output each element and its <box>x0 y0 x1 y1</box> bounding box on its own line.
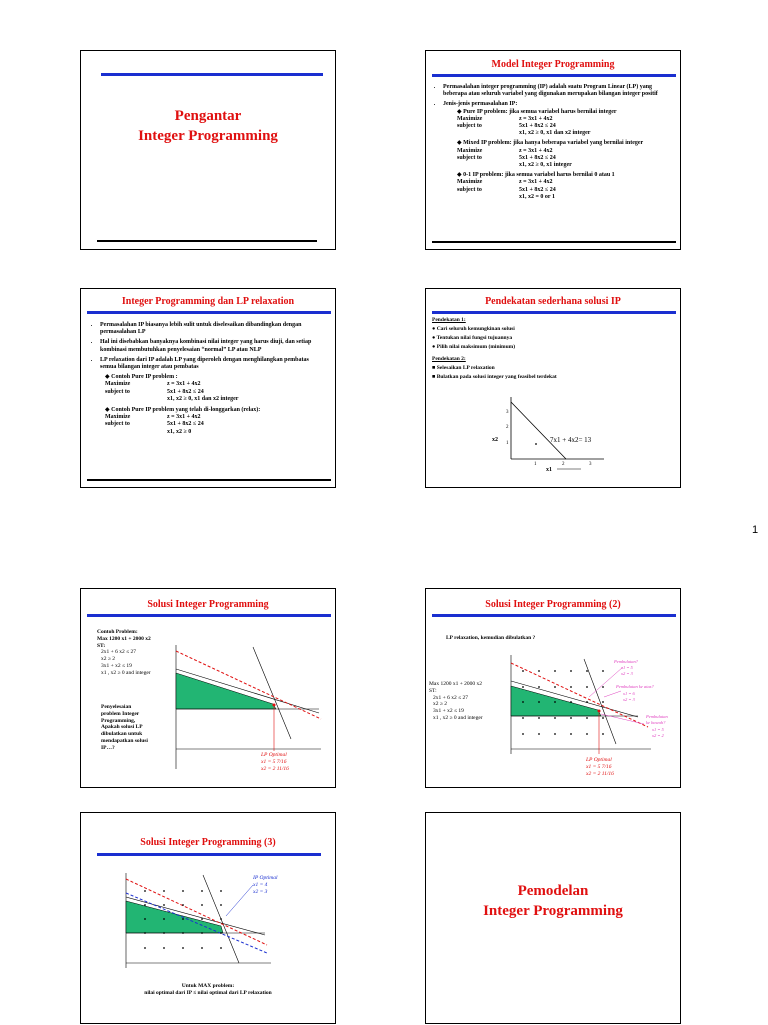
example-1: ◆ Contoh Pure IP problem : Maximize z = 3x1 + 4x2 subject to 5x1 + 8x2 ≤ 24 x1, x2 ≥ 0, x1 dan x2 integer <box>105 374 239 402</box>
slide-1 <box>80 50 336 250</box>
approach-1-item: ● Cari seluruh kemungkinan solusi <box>432 326 515 332</box>
problem-statement: Max 1200 x1 + 2000 x2 ST: 2x1 + 6 x2 ≤ 27 x2 ≥ 2 3x1 + x2 ≤ 19 x1 , x2 ≥ 0 and integer <box>429 681 483 721</box>
feasible-region <box>126 901 223 933</box>
equation-label: 7x1 + 4x2= 13 <box>550 436 592 444</box>
ip-optimal-x1: x1 = 4 <box>253 882 268 888</box>
lp-optimal-x1: x1 = 5 7/16 <box>586 764 612 770</box>
slide-7-title: Solusi Integer Programming (3) <box>140 837 276 848</box>
title-line-2: Integer Programming <box>483 903 623 919</box>
slide-2-title: Model Integer Programming <box>491 59 615 70</box>
page-number: 1 <box>752 524 759 536</box>
bullet-3: • LP relaxation dari IP adalah LP yang diperoleh dengan menghilangkan pembatas semua bilangan integer atau pembatas <box>100 357 325 371</box>
y-tick: 2 <box>506 425 509 430</box>
x2-label: x2 <box>492 437 498 443</box>
lattice-point <box>535 443 537 445</box>
constraint-line <box>584 659 616 744</box>
slide-6-subtitle: LP relaxation, kemudian dibulatkan ? <box>446 635 536 641</box>
x-tick: 3 <box>589 462 592 467</box>
pure-label: Pure IP problem: jika semua variabel harus bernilai integer <box>463 108 617 115</box>
lp-optimal-point <box>273 704 276 707</box>
slide-3-body <box>91 322 325 436</box>
slide-6-graph <box>426 589 682 789</box>
lp-optimal-label: LP Optimal <box>586 757 612 763</box>
slide-3 <box>80 288 336 488</box>
x-tick: 1 <box>534 462 537 467</box>
x-tick: 2 <box>562 462 565 467</box>
slide-1-title <box>81 106 335 146</box>
ip-optimal-pointer <box>226 885 253 916</box>
slide-2 <box>425 50 681 250</box>
constraint-line <box>253 647 291 739</box>
footer-rule <box>97 240 317 242</box>
slide-7 <box>80 812 336 1024</box>
caption-line-2: nilai optimal dari IP ≤ nilai optimal dari LP relaxation <box>144 989 272 996</box>
lp-optimal-x2: x2 = 2 11/16 <box>586 771 614 777</box>
mixed-label: Mixed IP problem: jika hanya beberapa variabel yang bernilai integer <box>463 140 644 147</box>
annotation-pointer <box>589 667 623 697</box>
title-line-1: Pemodelan <box>517 883 589 899</box>
rounding-annotation: x2 = 2 <box>652 733 664 738</box>
slide-6 <box>425 588 681 788</box>
lp-optimal-x1: x1 = 5 7/16 <box>261 759 287 765</box>
bullet-1: • Permasalahan IP biasanya lebih sulit untuk diselesaikan dibandingkan dengan permasalahan LP <box>100 322 325 336</box>
rounding-annotation: x2 = 3 <box>623 697 635 702</box>
rounding-annotation: x2 = 3 <box>621 671 633 676</box>
approach-1-item: ● Pilih nilai maksimum (minimum) <box>432 344 516 350</box>
approach-1-item: ● Tentukan nilai fungsi tujuannya <box>432 335 513 341</box>
ip-optimal-x2: x2 = 3 <box>253 889 268 895</box>
slide-8-title <box>426 881 680 921</box>
slide-3-title: Integer Programming dan LP relaxation <box>121 296 295 307</box>
slide-4 <box>425 288 681 488</box>
x1-label: x1 <box>546 467 552 473</box>
lp-optimal-label: LP Optimal <box>261 752 287 758</box>
title-rule <box>87 311 331 314</box>
footer-rule <box>432 241 676 243</box>
caption-line-1: Untuk MAX problem: <box>181 983 235 989</box>
slide-4-graph <box>426 289 682 489</box>
mixed-block: ◆ Mixed IP problem: jika hanya beberapa variabel yang bernilai integer Maximize z = 3x1 + 4x2 subject to 5x1 + 8x2 ≤ 24 x1, x2 ≥ 0, x1 integer <box>457 140 644 169</box>
binary-block: ◆ 0-1 IP problem: jika semua variabel harus bernilai 0 atau 1 Maximize z = 3x1 + 4x2 subject to 5x1 + 8x2 ≤ 24 x1, x2 = 0 or 1 <box>457 172 615 200</box>
types-heading: • Jenis-jenis permasalahan IP: ◆ Pure IP problem: jika semua variabel harus bernilai integer Maximize z = 3x1 + 4x2 subject to 5x1 + 8x2 ≤ 24 x1, x2 ≥ 0, x1 dan x2 integer ◆ Mixed IP problem: jika hanya beberapa variabel yang bernilai integer Maximize z = 3x1 + 4x2 subject to 5x1 + 8x2 ≤ 24 x1, x2 ≥ 0, x1 integer ◆ 0-1 IP problem: jika semua variabel harus bernilai 0 atau 1 Maximize z = 3x1 + 4x2 subject to 5x1 + 8x2 ≤ 24 x1, x2 = 0 or 1 <box>443 101 672 201</box>
rounding-annotation: x1 = 6 <box>623 691 635 696</box>
lp-optimal-x2: x2 = 2 11/16 <box>261 766 289 772</box>
slide-5-graph <box>81 589 337 789</box>
slide-8 <box>425 812 681 1024</box>
intro-bullet: • Permasalahan integer programming (IP) adalah suatu Program Linear (LP) yang beberapa atau seluruh variabel yang digunakan merupakan bilangan integer positif <box>443 84 672 98</box>
title-rule <box>101 73 323 76</box>
slide-6-title: Solusi Integer Programming (2) <box>485 599 621 610</box>
title-line-1: Pengantar <box>174 108 242 124</box>
ip-optimal-label: IP Optimal <box>253 875 278 881</box>
slide-7-caption <box>81 983 335 997</box>
lp-optimal-point <box>598 710 601 713</box>
constraint-line <box>511 402 566 459</box>
rounding-annotation: Pembulatan? <box>614 659 638 664</box>
rounding-annotation: Pembulatan <box>646 714 668 719</box>
y-tick: 1 <box>506 441 509 446</box>
footer-rule <box>87 479 331 481</box>
example-2: ◆ Contoh Pure IP problem yang telah di-longgarkan (relax): Maximize z = 3x1 + 4x2 subject to 5x1 + 8x2 ≤ 24 x1, x2 ≥ 0 <box>105 407 261 435</box>
slide-2-body <box>434 84 672 204</box>
slide-4-title: Pendekatan sederhana solusi IP <box>485 296 621 307</box>
bullet-2: • Hal ini disebabkan banyaknya kombinasi nilai integer yang harus diuji, dan setiap kombinasi membutuhkan penyelesaian “normal” LP atau NLP <box>100 339 325 353</box>
rounding-annotation: ke bawah? <box>646 720 666 725</box>
title-line-2: Integer Programming <box>138 128 278 144</box>
slide-5-title: Solusi Integer Programming <box>147 599 269 610</box>
rounding-annotation: x1 = 5 <box>621 665 633 670</box>
approach-2-item: ■ Selesaikan LP relaxation <box>432 365 495 371</box>
rounding-annotation: Pembulatan ke atas? <box>616 684 654 689</box>
title-rule <box>432 74 676 77</box>
feasible-region <box>511 686 601 716</box>
approach-2-heading: Pendekatan 2: <box>432 356 466 362</box>
y-tick: 3 <box>506 410 509 415</box>
feasible-region <box>176 673 276 709</box>
rounding-annotation: x1 = 5 <box>652 727 664 732</box>
approach-1-heading: Pendekatan 1: <box>432 317 466 323</box>
binary-label: 0-1 IP problem: jika semua variabel harus bernilai 0 atau 1 <box>463 172 615 179</box>
slide-5 <box>80 588 336 788</box>
annotation-pointer <box>601 714 644 724</box>
pure-block: ◆ Pure IP problem: jika semua variabel harus bernilai integer Maximize z = 3x1 + 4x2 subject to 5x1 + 8x2 ≤ 24 x1, x2 ≥ 0, x1 dan x2 integer <box>457 108 617 137</box>
problem-statement: Contoh Problem: Max 1200 x1 + 2000 x2 ST: 2x1 + 6 x2 ≤ 27 x2 ≥ 2 3x1 + x2 ≤ 19 x1 , x2 ≥ 0 and integer <box>97 629 151 676</box>
question-text: Penyelesaian problem Integer Programming, Apakah solusi LP dibulatkan untuk mendapatkan solusi IP…? <box>101 704 148 751</box>
annotation-pointer <box>604 691 621 697</box>
approach-2-item: ■ Bulatkan pada solusi integer yang feasibel terdekat <box>432 374 557 380</box>
